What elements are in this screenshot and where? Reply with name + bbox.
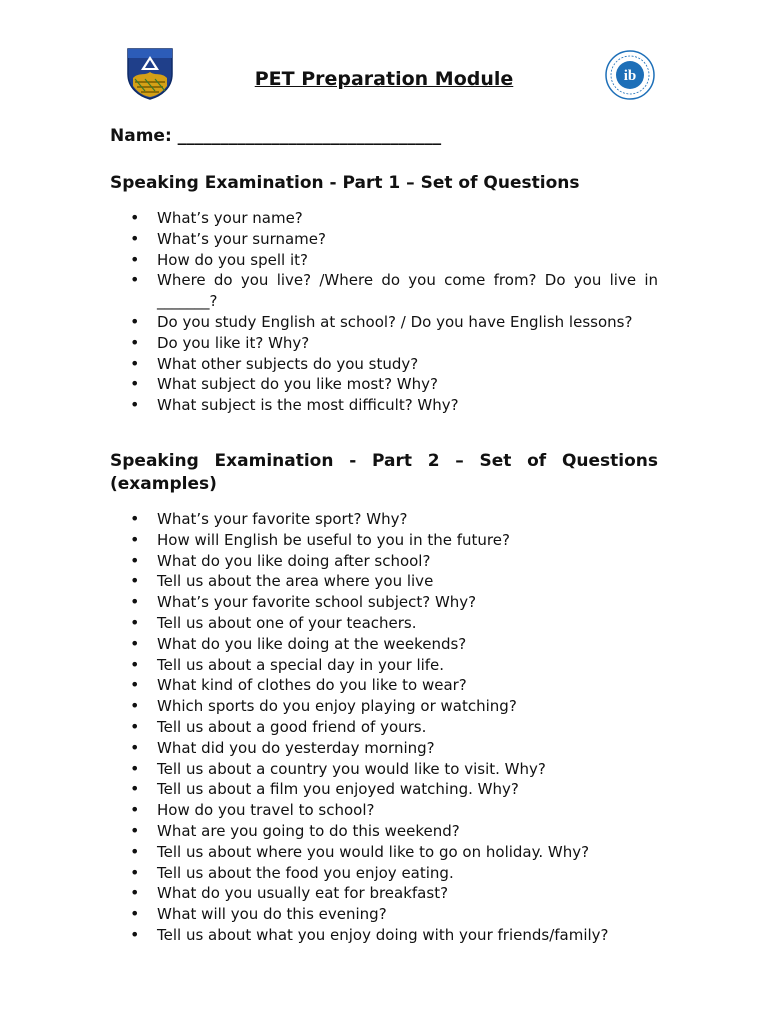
question-item: • Where do you live? /Where do you come from? Do you live in _______? (110, 270, 658, 312)
question-item: • What do you like doing after school? (110, 551, 658, 572)
question-item: • Do you like it? Why? (110, 333, 658, 354)
svg-text:ib: ib (623, 68, 637, 84)
question-item: • Tell us about a special day in your life. (110, 655, 658, 676)
question-item: • How do you travel to school? (110, 800, 658, 821)
question-item: • What do you usually eat for breakfast? (110, 883, 658, 904)
part1-question-list (110, 208, 658, 416)
question-item: • What did you do yesterday morning? (110, 738, 658, 759)
question-item: • What’s your favorite sport? Why? (110, 509, 658, 530)
question-item: • Tell us about the area where you live (110, 571, 658, 592)
question-item: • Tell us about a film you enjoyed watching. Why? (110, 779, 658, 800)
question-item: • What do you like doing at the weekends? (110, 634, 658, 655)
question-item: • What’s your surname? (110, 229, 658, 250)
question-item: • How do you spell it? (110, 250, 658, 271)
question-item: • Tell us about one of your teachers. (110, 613, 658, 634)
question-item: • Tell us about a good friend of yours. (110, 717, 658, 738)
question-item: • What are you going to do this weekend? (110, 821, 658, 842)
part2-heading: Speaking Examination - Part 2 – Set of Questions (examples) (110, 451, 658, 494)
name-blank: _______________________________ (177, 126, 442, 146)
question-item: • Which sports do you enjoy playing or watching? (110, 696, 658, 717)
page-title: PET Preparation Module (254, 68, 514, 90)
question-item: • How will English be useful to you in the future? (110, 530, 658, 551)
part2-question-list (110, 509, 658, 946)
question-item: • Tell us about where you would like to go on holiday. Why? (110, 842, 658, 863)
question-item: • Tell us about what you enjoy doing with your friends/family? (110, 925, 658, 946)
question-item: • Tell us about a country you would like to visit. Why? (110, 759, 658, 780)
question-item: • Do you study English at school? / Do you have English lessons? (110, 312, 658, 333)
question-item: • What subject is the most difficult? Why? (110, 395, 658, 416)
question-item: • What’s your name? (110, 208, 658, 229)
question-item: • What subject do you like most? Why? (110, 374, 658, 395)
question-item: • What kind of clothes do you like to wear? (110, 675, 658, 696)
part1-heading: Speaking Examination - Part 1 – Set of Questions (110, 173, 580, 193)
name-label: Name: (110, 126, 172, 146)
question-item: • What other subjects do you study? (110, 354, 658, 375)
question-item: • What will you do this evening? (110, 904, 658, 925)
name-field (110, 125, 441, 147)
question-item: • Tell us about the food you enjoy eating. (110, 863, 658, 884)
question-item: • What’s your favorite school subject? Why? (110, 592, 658, 613)
